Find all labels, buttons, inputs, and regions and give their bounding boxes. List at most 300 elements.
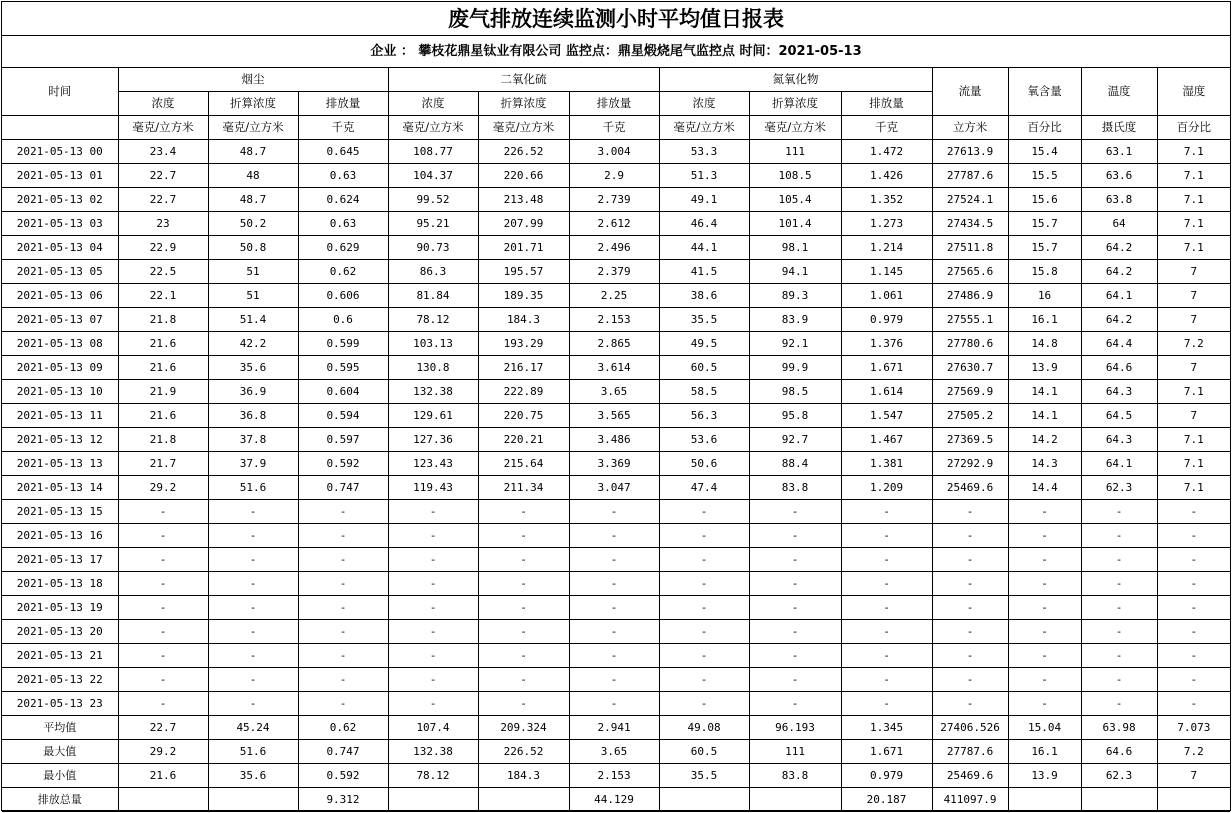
value-cell: 132.38 (388, 740, 478, 764)
value-cell (749, 788, 841, 812)
row-label-cell: 2021-05-13 03 (2, 212, 118, 236)
value-cell: 51.6 (208, 740, 298, 764)
value-cell: 25469.6 (932, 764, 1008, 788)
value-cell: - (118, 572, 208, 596)
value-cell: - (749, 596, 841, 620)
table-row (2, 212, 1230, 236)
value-cell: 7 (1157, 284, 1230, 308)
value-cell: 3.565 (569, 404, 659, 428)
value-cell: - (569, 524, 659, 548)
value-cell: - (1157, 524, 1230, 548)
value-cell: 0.629 (298, 236, 388, 260)
summary-row (2, 740, 1230, 764)
value-cell: 48.7 (208, 188, 298, 212)
value-cell (118, 788, 208, 812)
value-cell: 0.62 (298, 716, 388, 740)
table-row (2, 140, 1230, 164)
row-label-cell: 2021-05-13 12 (2, 428, 118, 452)
unit-cell: 百分比 (1008, 116, 1081, 140)
value-cell: 0.63 (298, 212, 388, 236)
value-cell: 51.6 (208, 476, 298, 500)
value-cell: - (1157, 548, 1230, 572)
value-cell: 35.6 (208, 764, 298, 788)
value-cell: - (1081, 548, 1157, 572)
value-cell: 14.8 (1008, 332, 1081, 356)
value-cell: 7.1 (1157, 212, 1230, 236)
row-label-cell: 平均值 (2, 716, 118, 740)
value-cell: 127.36 (388, 428, 478, 452)
value-cell: - (1008, 500, 1081, 524)
value-cell: - (932, 644, 1008, 668)
value-cell: 201.71 (478, 236, 569, 260)
value-cell: - (298, 596, 388, 620)
value-cell: 3.65 (569, 740, 659, 764)
value-cell: 78.12 (388, 308, 478, 332)
value-cell: - (749, 548, 841, 572)
value-cell: 21.6 (118, 404, 208, 428)
value-cell: 0.645 (298, 140, 388, 164)
value-cell: - (1157, 572, 1230, 596)
value-cell: - (659, 644, 749, 668)
value-cell: 14.1 (1008, 380, 1081, 404)
value-cell: - (1008, 572, 1081, 596)
value-cell: 22.9 (118, 236, 208, 260)
value-cell: 0.595 (298, 356, 388, 380)
summary-row (2, 788, 1230, 812)
value-cell: - (749, 572, 841, 596)
row-label-cell: 2021-05-13 20 (2, 620, 118, 644)
value-cell: 7.1 (1157, 380, 1230, 404)
value-cell: - (569, 644, 659, 668)
value-cell: 29.2 (118, 740, 208, 764)
oxygen-header: 氧含量 (1008, 68, 1081, 116)
temperature-header: 温度 (1081, 68, 1157, 116)
value-cell: 15.7 (1008, 212, 1081, 236)
value-cell: 64.3 (1081, 428, 1157, 452)
row-label-cell: 2021-05-13 04 (2, 236, 118, 260)
value-cell: 27565.6 (932, 260, 1008, 284)
row-label-cell: 2021-05-13 18 (2, 572, 118, 596)
value-cell: - (478, 500, 569, 524)
value-cell: - (208, 692, 298, 716)
value-cell: 0.6 (298, 308, 388, 332)
value-cell: 16 (1008, 284, 1081, 308)
value-cell: - (1081, 668, 1157, 692)
value-cell: - (298, 668, 388, 692)
group-header-dust: 烟尘 (118, 68, 388, 92)
unit-cell: 摄氏度 (1081, 116, 1157, 140)
value-cell: - (1157, 620, 1230, 644)
unit-cell: 毫克/立方米 (208, 116, 298, 140)
unit-cell: 百分比 (1157, 116, 1230, 140)
value-cell: 0.63 (298, 164, 388, 188)
value-cell: 64.2 (1081, 236, 1157, 260)
value-cell: 21.7 (118, 452, 208, 476)
value-cell: - (932, 572, 1008, 596)
value-cell: 41.5 (659, 260, 749, 284)
unit-cell: 毫克/立方米 (749, 116, 841, 140)
value-cell: - (118, 692, 208, 716)
value-cell: - (388, 524, 478, 548)
value-cell: 1.467 (841, 428, 932, 452)
value-cell: - (659, 524, 749, 548)
value-cell: 36.8 (208, 404, 298, 428)
value-cell: - (1008, 596, 1081, 620)
value-cell: 46.4 (659, 212, 749, 236)
value-cell: 83.8 (749, 764, 841, 788)
value-cell: 193.29 (478, 332, 569, 356)
value-cell: 50.8 (208, 236, 298, 260)
value-cell: 226.52 (478, 740, 569, 764)
value-cell: 220.21 (478, 428, 569, 452)
value-cell: 44.1 (659, 236, 749, 260)
value-cell: 101.4 (749, 212, 841, 236)
value-cell: 21.6 (118, 332, 208, 356)
value-cell: 1.547 (841, 404, 932, 428)
value-cell: - (841, 620, 932, 644)
row-label-cell: 2021-05-13 06 (2, 284, 118, 308)
unit-cell: 毫克/立方米 (118, 116, 208, 140)
value-cell: 89.3 (749, 284, 841, 308)
value-cell: - (388, 644, 478, 668)
value-cell: 2.865 (569, 332, 659, 356)
row-label-cell: 2021-05-13 23 (2, 692, 118, 716)
unit-cell: 毫克/立方米 (659, 116, 749, 140)
value-cell: - (478, 524, 569, 548)
value-cell: 27369.5 (932, 428, 1008, 452)
value-cell (388, 788, 478, 812)
subcol-emission: 排放量 (569, 92, 659, 116)
value-cell: 27292.9 (932, 452, 1008, 476)
value-cell: 21.6 (118, 764, 208, 788)
value-cell: 189.35 (478, 284, 569, 308)
subcol-converted-concentration: 折算浓度 (749, 92, 841, 116)
value-cell: - (118, 644, 208, 668)
value-cell (478, 788, 569, 812)
value-cell: - (1081, 596, 1157, 620)
value-cell: 215.64 (478, 452, 569, 476)
table-row (2, 524, 1230, 548)
value-cell: - (298, 500, 388, 524)
value-cell: 1.352 (841, 188, 932, 212)
value-cell: 2.153 (569, 308, 659, 332)
value-cell: 92.1 (749, 332, 841, 356)
value-cell: 51.4 (208, 308, 298, 332)
value-cell: 62.3 (1081, 476, 1157, 500)
value-cell: - (208, 572, 298, 596)
value-cell: - (478, 644, 569, 668)
value-cell: 83.8 (749, 476, 841, 500)
value-cell: - (208, 644, 298, 668)
value-cell: 96.193 (749, 716, 841, 740)
value-cell: 1.061 (841, 284, 932, 308)
value-cell: - (118, 620, 208, 644)
value-cell: - (208, 668, 298, 692)
value-cell: 49.1 (659, 188, 749, 212)
value-cell: - (841, 548, 932, 572)
value-cell: - (841, 644, 932, 668)
value-cell: 111 (749, 740, 841, 764)
value-cell: - (1008, 620, 1081, 644)
value-cell: 129.61 (388, 404, 478, 428)
value-cell: 0.979 (841, 308, 932, 332)
table-row (2, 164, 1230, 188)
value-cell: 63.1 (1081, 140, 1157, 164)
value-cell: - (659, 692, 749, 716)
value-cell: 220.75 (478, 404, 569, 428)
row-label-cell: 2021-05-13 01 (2, 164, 118, 188)
value-cell: - (659, 668, 749, 692)
value-cell: - (1008, 692, 1081, 716)
value-cell: 27780.6 (932, 332, 1008, 356)
value-cell: - (569, 692, 659, 716)
value-cell (1081, 788, 1157, 812)
value-cell: - (569, 668, 659, 692)
value-cell: - (1008, 548, 1081, 572)
value-cell: 7.1 (1157, 452, 1230, 476)
value-cell: 35.5 (659, 308, 749, 332)
value-cell: - (298, 692, 388, 716)
value-cell: - (749, 668, 841, 692)
value-cell: 21.6 (118, 356, 208, 380)
value-cell (1157, 788, 1230, 812)
value-cell: 58.5 (659, 380, 749, 404)
value-cell: - (478, 548, 569, 572)
value-cell: - (1081, 620, 1157, 644)
value-cell: - (841, 692, 932, 716)
value-cell: - (932, 548, 1008, 572)
value-cell: 86.3 (388, 260, 478, 284)
value-cell: - (208, 500, 298, 524)
value-cell: 2.153 (569, 764, 659, 788)
value-cell: 47.4 (659, 476, 749, 500)
value-cell: 2.496 (569, 236, 659, 260)
row-label-cell: 排放总量 (2, 788, 118, 812)
value-cell: 51.3 (659, 164, 749, 188)
value-cell: 132.38 (388, 380, 478, 404)
value-cell: 60.5 (659, 740, 749, 764)
row-label-cell: 2021-05-13 00 (2, 140, 118, 164)
value-cell: 15.6 (1008, 188, 1081, 212)
table-row (2, 452, 1230, 476)
table-row (2, 548, 1230, 572)
table-row (2, 644, 1230, 668)
value-cell: - (659, 572, 749, 596)
value-cell: 1.381 (841, 452, 932, 476)
value-cell: - (1157, 596, 1230, 620)
value-cell: 99.52 (388, 188, 478, 212)
value-cell: 23.4 (118, 140, 208, 164)
row-label-cell: 2021-05-13 09 (2, 356, 118, 380)
value-cell: 220.66 (478, 164, 569, 188)
row-label-cell: 最小值 (2, 764, 118, 788)
table-row (2, 380, 1230, 404)
value-cell: - (298, 572, 388, 596)
value-cell: 16.1 (1008, 740, 1081, 764)
value-cell: - (932, 620, 1008, 644)
value-cell: 1.209 (841, 476, 932, 500)
value-cell: 45.24 (208, 716, 298, 740)
value-cell: 1.671 (841, 356, 932, 380)
header-row-units (2, 116, 1230, 140)
value-cell: 13.9 (1008, 764, 1081, 788)
value-cell: 0.594 (298, 404, 388, 428)
value-cell: 63.6 (1081, 164, 1157, 188)
value-cell: 14.4 (1008, 476, 1081, 500)
row-label-cell: 2021-05-13 15 (2, 500, 118, 524)
table-row (2, 572, 1230, 596)
value-cell: - (1081, 644, 1157, 668)
value-cell: - (208, 548, 298, 572)
value-cell: 1.145 (841, 260, 932, 284)
value-cell: 7.2 (1157, 740, 1230, 764)
value-cell: 21.9 (118, 380, 208, 404)
value-cell: 103.13 (388, 332, 478, 356)
unit-cell: 立方米 (932, 116, 1008, 140)
value-cell: 7 (1157, 356, 1230, 380)
value-cell (659, 788, 749, 812)
table-row (2, 668, 1230, 692)
value-cell: - (932, 524, 1008, 548)
row-label-cell: 2021-05-13 16 (2, 524, 118, 548)
value-cell: 14.3 (1008, 452, 1081, 476)
value-cell: 2.739 (569, 188, 659, 212)
subcol-converted-concentration: 折算浓度 (208, 92, 298, 116)
value-cell: - (569, 596, 659, 620)
value-cell: 15.4 (1008, 140, 1081, 164)
value-cell: 7 (1157, 260, 1230, 284)
value-cell: 64.5 (1081, 404, 1157, 428)
row-label-cell: 2021-05-13 11 (2, 404, 118, 428)
row-label-cell: 2021-05-13 07 (2, 308, 118, 332)
value-cell: 15.5 (1008, 164, 1081, 188)
subcol-emission: 排放量 (841, 92, 932, 116)
value-cell: 9.312 (298, 788, 388, 812)
value-cell: 14.1 (1008, 404, 1081, 428)
summary-row (2, 716, 1230, 740)
value-cell: - (749, 524, 841, 548)
value-cell: 7 (1157, 764, 1230, 788)
value-cell: 226.52 (478, 140, 569, 164)
value-cell: 64.3 (1081, 380, 1157, 404)
value-cell: - (659, 620, 749, 644)
value-cell: 3.486 (569, 428, 659, 452)
value-cell: 56.3 (659, 404, 749, 428)
value-cell: 36.9 (208, 380, 298, 404)
value-cell: - (1157, 644, 1230, 668)
value-cell: 27406.526 (932, 716, 1008, 740)
value-cell: - (932, 668, 1008, 692)
value-cell: 2.379 (569, 260, 659, 284)
value-cell: 27630.7 (932, 356, 1008, 380)
value-cell: - (1081, 572, 1157, 596)
table-row (2, 308, 1230, 332)
value-cell: 88.4 (749, 452, 841, 476)
value-cell: 50.2 (208, 212, 298, 236)
value-cell: 1.614 (841, 380, 932, 404)
value-cell: 184.3 (478, 308, 569, 332)
value-cell: 7.1 (1157, 236, 1230, 260)
value-cell: 27486.9 (932, 284, 1008, 308)
value-cell: 20.187 (841, 788, 932, 812)
value-cell: 35.6 (208, 356, 298, 380)
value-cell: 130.8 (388, 356, 478, 380)
value-cell: - (749, 500, 841, 524)
value-cell: 92.7 (749, 428, 841, 452)
report-title: 废气排放连续监测小时平均值日报表 (2, 2, 1230, 36)
value-cell: 0.747 (298, 476, 388, 500)
value-cell: - (388, 548, 478, 572)
row-label-cell: 2021-05-13 13 (2, 452, 118, 476)
value-cell: 216.17 (478, 356, 569, 380)
value-cell: 48 (208, 164, 298, 188)
value-cell: 29.2 (118, 476, 208, 500)
subcol-concentration: 浓度 (118, 92, 208, 116)
value-cell: - (1008, 524, 1081, 548)
value-cell: 0.604 (298, 380, 388, 404)
value-cell: - (1157, 500, 1230, 524)
value-cell: 0.62 (298, 260, 388, 284)
unit-cell: 毫克/立方米 (478, 116, 569, 140)
value-cell: 184.3 (478, 764, 569, 788)
value-cell: - (478, 572, 569, 596)
value-cell: 64.1 (1081, 452, 1157, 476)
value-cell: 411097.9 (932, 788, 1008, 812)
value-cell: - (298, 620, 388, 644)
value-cell: 15.7 (1008, 236, 1081, 260)
value-cell: 104.37 (388, 164, 478, 188)
value-cell: 22.7 (118, 164, 208, 188)
value-cell: - (841, 668, 932, 692)
unit-cell: 千克 (841, 116, 932, 140)
value-cell: 7.1 (1157, 188, 1230, 212)
table-row (2, 500, 1230, 524)
value-cell: 64.1 (1081, 284, 1157, 308)
value-cell: - (749, 644, 841, 668)
table-row (2, 428, 1230, 452)
time-header: 时间 (2, 68, 118, 116)
value-cell: 3.369 (569, 452, 659, 476)
value-cell: - (298, 548, 388, 572)
value-cell: 108.5 (749, 164, 841, 188)
value-cell: - (932, 500, 1008, 524)
value-cell: - (478, 620, 569, 644)
row-label-cell: 2021-05-13 10 (2, 380, 118, 404)
value-cell: - (388, 596, 478, 620)
value-cell: 0.606 (298, 284, 388, 308)
value-cell: 14.2 (1008, 428, 1081, 452)
value-cell: - (388, 620, 478, 644)
value-cell: 7.2 (1157, 332, 1230, 356)
value-cell: 16.1 (1008, 308, 1081, 332)
value-cell: 64.2 (1081, 308, 1157, 332)
value-cell: 64.6 (1081, 740, 1157, 764)
value-cell: 209.324 (478, 716, 569, 740)
value-cell: - (388, 572, 478, 596)
value-cell: 0.979 (841, 764, 932, 788)
value-cell: 3.047 (569, 476, 659, 500)
value-cell: - (478, 596, 569, 620)
value-cell: 27555.1 (932, 308, 1008, 332)
subcol-concentration: 浓度 (388, 92, 478, 116)
value-cell: - (118, 668, 208, 692)
value-cell: 1.273 (841, 212, 932, 236)
value-cell: 27613.9 (932, 140, 1008, 164)
value-cell: - (932, 692, 1008, 716)
value-cell: - (388, 668, 478, 692)
value-cell: 27434.5 (932, 212, 1008, 236)
value-cell: 1.671 (841, 740, 932, 764)
